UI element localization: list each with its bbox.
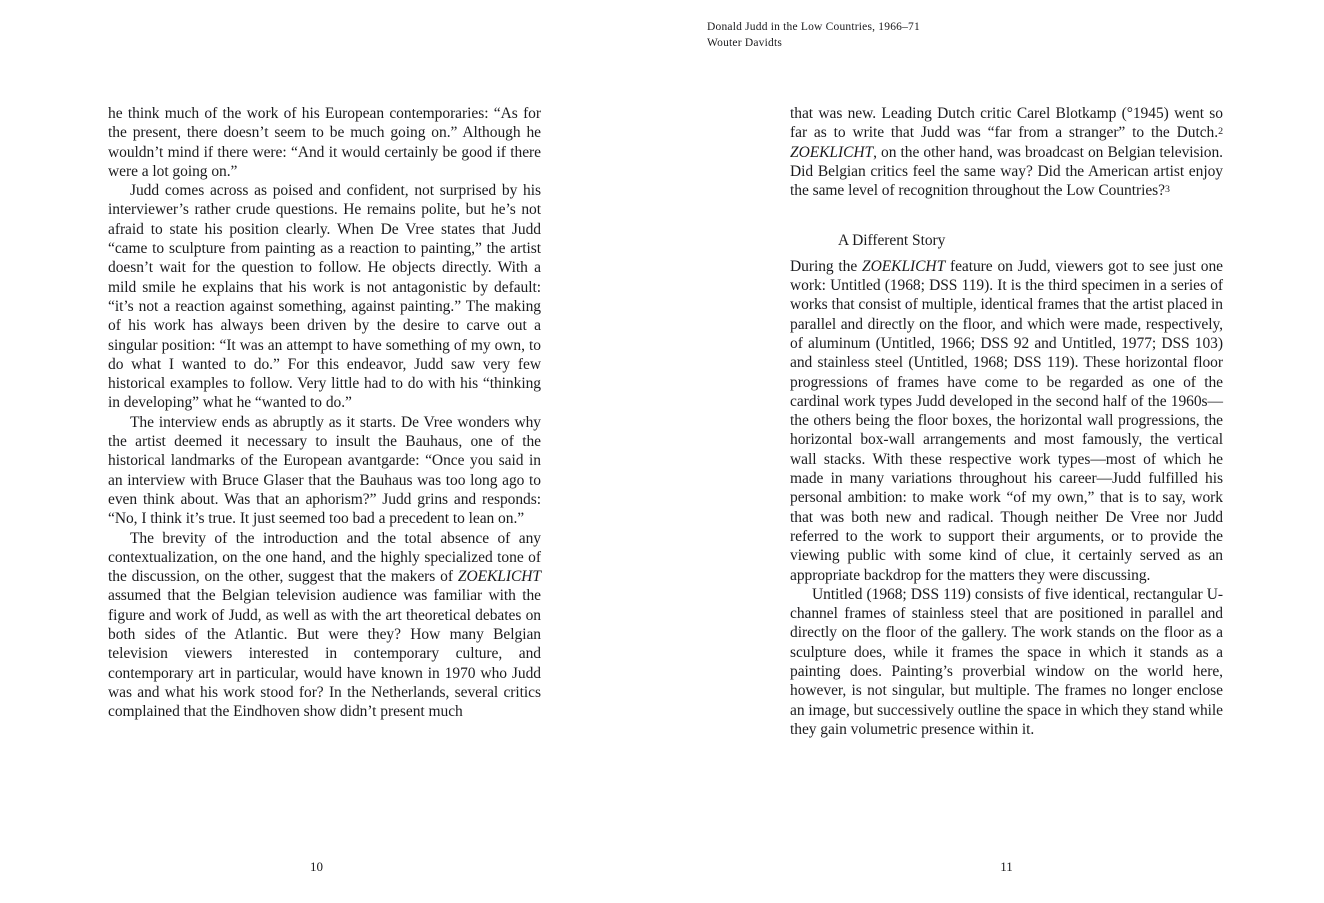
running-head-author: Wouter Davidts — [707, 36, 783, 49]
body-paragraph: During the ZOEKLICHT feature on Judd, viewers got to see just one work: Untitled (1968; DSS 119). It is the third specimen in a series of works that consist of multiple, identical frames that the artist placed in parallel and directly on the floor, and which were made, respectively, of aluminum (Untitled, 1966; DSS 92 and Untitled, 1977; DSS 103) and stainless steel (Untitled, 1968; DSS 119). These horizontal floor progressions of frames have come to be regarded as one of the cardinal work types Judd developed in the second half of the 1960s—the others being the floor boxes, the horizontal wall progressions, the horizontal box-wall arrangements and most famously, the vertical wall stacks. With these respective work types—most of which he made in many variations throughout his career—Judd fulfilled his personal ambition: to make work “of my own,” that is to say, work that was both new and radical. Though neither De Vree nor Judd referred to the work to support their arguments, or to provide the viewing public with some kind of clue, it certainly served as an appropriate backdrop for the matters they were discussing. — [790, 257, 1223, 584]
running-head — [707, 20, 920, 51]
page-number-right: 11 — [1000, 859, 1013, 874]
body-paragraph: The interview ends as abruptly as it starts. De Vree wonders why the artist deemed it necessary to insult the Bauhaus, one of the historical landmarks of the European avantgarde: “Once you said in an interview with Bruce Glaser that the Bauhaus was too long ago to even think about. Was that an aphorism?” Judd grins and responds: “No, I think it’s true. It just seemed too bad a precedent to lean on.” — [108, 413, 541, 528]
body-paragraph: Judd comes across as poised and confident, not surprised by his interviewer’s rather crude questions. He remains polite, but he’s not afraid to state his position clearly. When De Vree states that Judd “came to sculpture from painting as a reaction to painting,” the artist doesn’t wait for the question to follow. He objects directly. With a mild smile he explains that his work is not antagonistic by default: “it’s not a reaction against something, against painting.” The making of his work has always been driven by the desire to carve out a singular position: “It was an attempt to have something of my own, to do what I wanted to do.” For this endeavor, Judd saw very few historical examples to follow. Very little had to do with his “thinking in developing” what he “wanted to do.” — [108, 182, 541, 412]
left-page-text-column — [108, 104, 541, 722]
body-paragraph: he think much of the work of his European contemporaries: “As for the present, there doesn’t seem to be much going on.” Although he wouldn’t mind if there were: “And it would certainly be good if there were a lot going on.” — [108, 105, 541, 180]
page-number-left: 10 — [310, 859, 323, 874]
body-paragraph: The brevity of the introduction and the total absence of any contextualization, on the one hand, and the highly specialized tone of the discussion, on the other, suggest that the makers of ZOEKLICHT assumed that the Belgian television audience was familiar with the figure and work of Judd, as well as with the art theoretical debates on both sides of the Atlantic. But were they? How many Belgian television viewers interested in contemporary culture, and contemporary art in particular, would have known in 1970 who Judd was and what his work stood for? In the Netherlands, several critics complained that the Eindhoven show didn’t present much — [108, 529, 541, 721]
section-heading: A Different Story — [838, 232, 946, 250]
body-paragraph: that was new. Leading Dutch critic Carel Blotkamp (°1945) went so far as to write that Judd was “far from a stranger” to the Dutch.$^2$ ZOEKLICHT, on the other hand, was broadcast on Belgian television. Did Belgian critics feel the same way? Did the American artist enjoy the same level of recognition throughout the Low Countries?$^3$ — [790, 105, 1223, 200]
body-paragraph: Untitled (1968; DSS 119) consists of five identical, rectangular U-channel frames of stainless steel that are positioned in parallel and directly on the floor of the gallery. The work stands on the floor as a sculpture does, while it frames the space in which it stands as a painting does. Painting’s proverbial window on the world here, however, is not singular, but multiple. The frames no longer enclose an image, but successively outline the space in which they stand while they gain volumetric presence within it. — [790, 585, 1223, 738]
running-head-title: Donald Judd in the Low Countries, 1966–71 — [707, 21, 920, 33]
right-page-text-column — [790, 104, 1223, 739]
